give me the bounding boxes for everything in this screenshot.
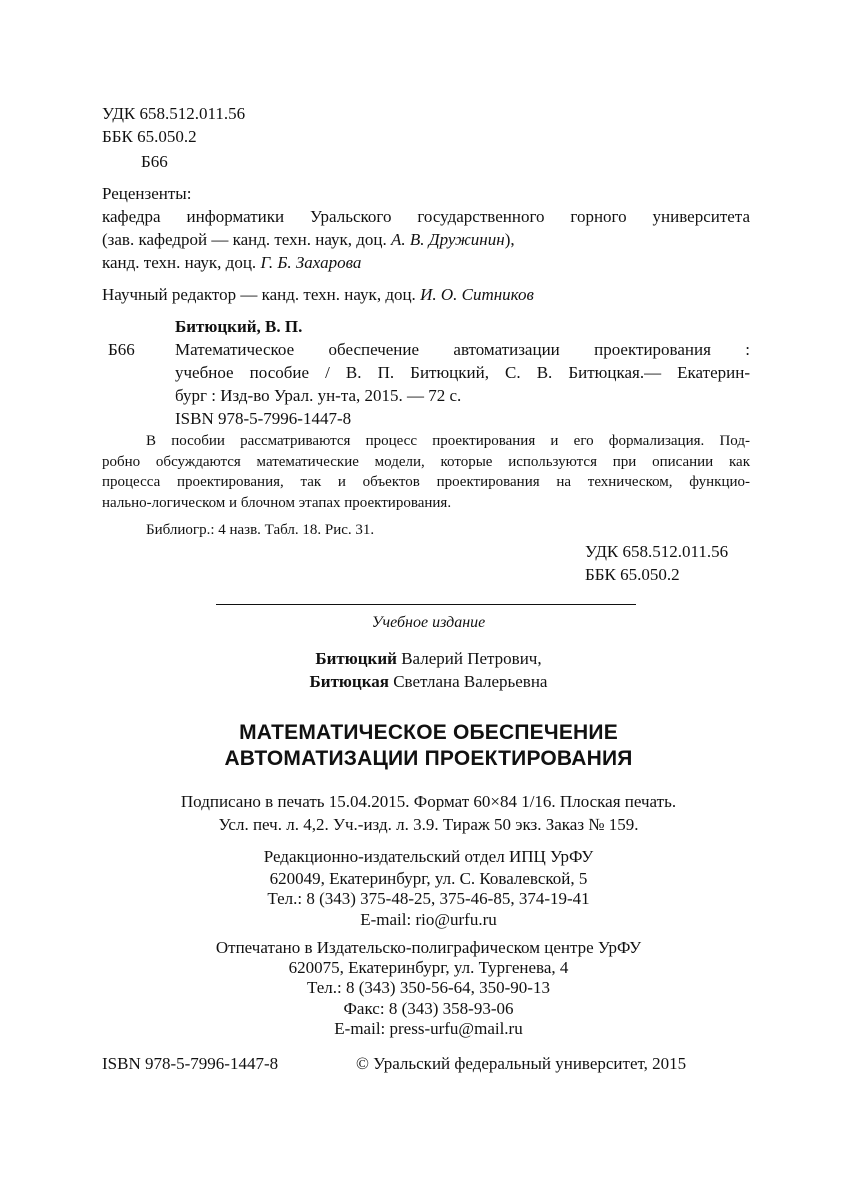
udk-code-top: УДК 658.512.011.56 xyxy=(102,104,246,123)
scientific-editor xyxy=(102,283,534,306)
author-1 xyxy=(0,647,857,670)
catalog-line-3: бург : Изд-во Урал. ун-та, 2015. — 72 с. xyxy=(175,386,462,405)
print-info-line-1: Подписано в печать 15.04.2015. Формат 60×84 1/16. Плоская печать. xyxy=(180,792,677,811)
author-2 xyxy=(0,670,857,693)
printing-center-address: 620075, Екатеринбург, ул. Тургенева, 4 xyxy=(288,958,569,977)
book-title-line-2: АВТОМАТИЗАЦИИ ПРОЕКТИРОВАНИЯ xyxy=(224,747,633,770)
author-mark-top: Б66 xyxy=(141,152,168,171)
reviewers-line-3-prefix: канд. техн. наук, доц. xyxy=(102,253,261,272)
reviewers-line-2 xyxy=(102,228,515,251)
author-1-surname: Битюцкий xyxy=(315,649,397,668)
abstract-line-1: В пособии рассматриваются процесс проектирования и его формализация. Под- xyxy=(146,433,750,449)
reviewers-line-1-text: кафедра информатики Уральского государственного горного университета xyxy=(102,207,750,226)
reviewer-name-2: Г. Б. Захарова xyxy=(260,253,362,272)
reviewers-line-1 xyxy=(102,205,750,228)
author-2-surname: Битюцкая xyxy=(309,672,389,691)
catalog-mark: Б66 xyxy=(108,340,135,359)
bbk-code-bottom: ББК 65.050.2 xyxy=(585,565,680,584)
footer-copyright: © Уральский федеральный университет, 2015 xyxy=(356,1054,687,1073)
footer-isbn: ISBN 978-5-7996-1447-8 xyxy=(102,1054,279,1073)
udk-code-bottom: УДК 658.512.011.56 xyxy=(585,542,729,561)
abstract-line-4: нально-логическом и блочном этапах проектирования. xyxy=(102,495,452,512)
printing-center-email: E-mail: press-urfu@mail.ru xyxy=(334,1019,523,1038)
reviewers-line-3 xyxy=(102,251,361,274)
printing-center-fax: Факс: 8 (343) 358-93-06 xyxy=(343,999,514,1018)
author-2-name: Светлана Валерьевна xyxy=(388,672,548,691)
reviewers-heading: Рецензенты: xyxy=(102,184,192,203)
editorial-dept-email: E-mail: rio@urfu.ru xyxy=(360,910,497,929)
printing-center-phone: Тел.: 8 (343) 350-56-64, 350-90-13 xyxy=(307,978,550,997)
abstract-line-2: робно обсуждаются математические модели, которые используются при описании как xyxy=(102,453,750,470)
abstract xyxy=(102,431,750,514)
section-divider xyxy=(216,604,636,605)
catalog-line-1: Математическое обеспечение автоматизации проектирования : xyxy=(175,340,750,359)
printing-center-name: Отпечатано в Издательско-полиграфическом центре УрФУ xyxy=(215,938,642,957)
bbk-code-top: ББК 65.050.2 xyxy=(102,127,197,146)
catalog-description xyxy=(175,338,750,430)
edition-type: Учебное издание xyxy=(371,614,486,631)
catalog-line-2: учебное пособие / В. П. Битюцкий, С. В. Битюцкая.— Екатерин- xyxy=(175,363,750,382)
abstract-line-3: процесса проектирования, так и объектов проектирования на техническом, функцио- xyxy=(102,474,750,491)
editor-prefix: Научный редактор — канд. техн. наук, доц. xyxy=(102,285,421,304)
bibliography-info: Библиогр.: 4 назв. Табл. 18. Рис. 31. xyxy=(146,522,375,538)
catalog-isbn: ISBN 978-5-7996-1447-8 xyxy=(175,409,352,428)
reviewers-line-2-suffix: ), xyxy=(504,230,515,249)
author-1-name: Валерий Петрович, xyxy=(396,649,542,668)
editorial-dept-phone: Тел.: 8 (343) 375-48-25, 375-46-85, 374-19-41 xyxy=(267,889,590,908)
editor-name: И. О. Ситников xyxy=(420,285,534,304)
reviewer-name-1: А. В. Дружинин xyxy=(391,230,505,249)
reviewers-line-2-prefix: (зав. кафедрой — канд. техн. наук, доц. xyxy=(102,230,392,249)
editorial-dept-name: Редакционно-издательский отдел ИПЦ УрФУ xyxy=(263,847,594,866)
book-title-line-1: МАТЕМАТИЧЕСКОЕ ОБЕСПЕЧЕНИЕ xyxy=(239,721,618,744)
editorial-dept-address: 620049, Екатеринбург, ул. С. Ковалевской, 5 xyxy=(269,869,588,888)
catalog-author: Битюцкий, В. П. xyxy=(175,317,303,336)
print-info-line-2: Усл. печ. л. 4,2. Уч.-изд. л. 3.9. Тираж 50 экз. Заказ № 159. xyxy=(218,815,639,834)
